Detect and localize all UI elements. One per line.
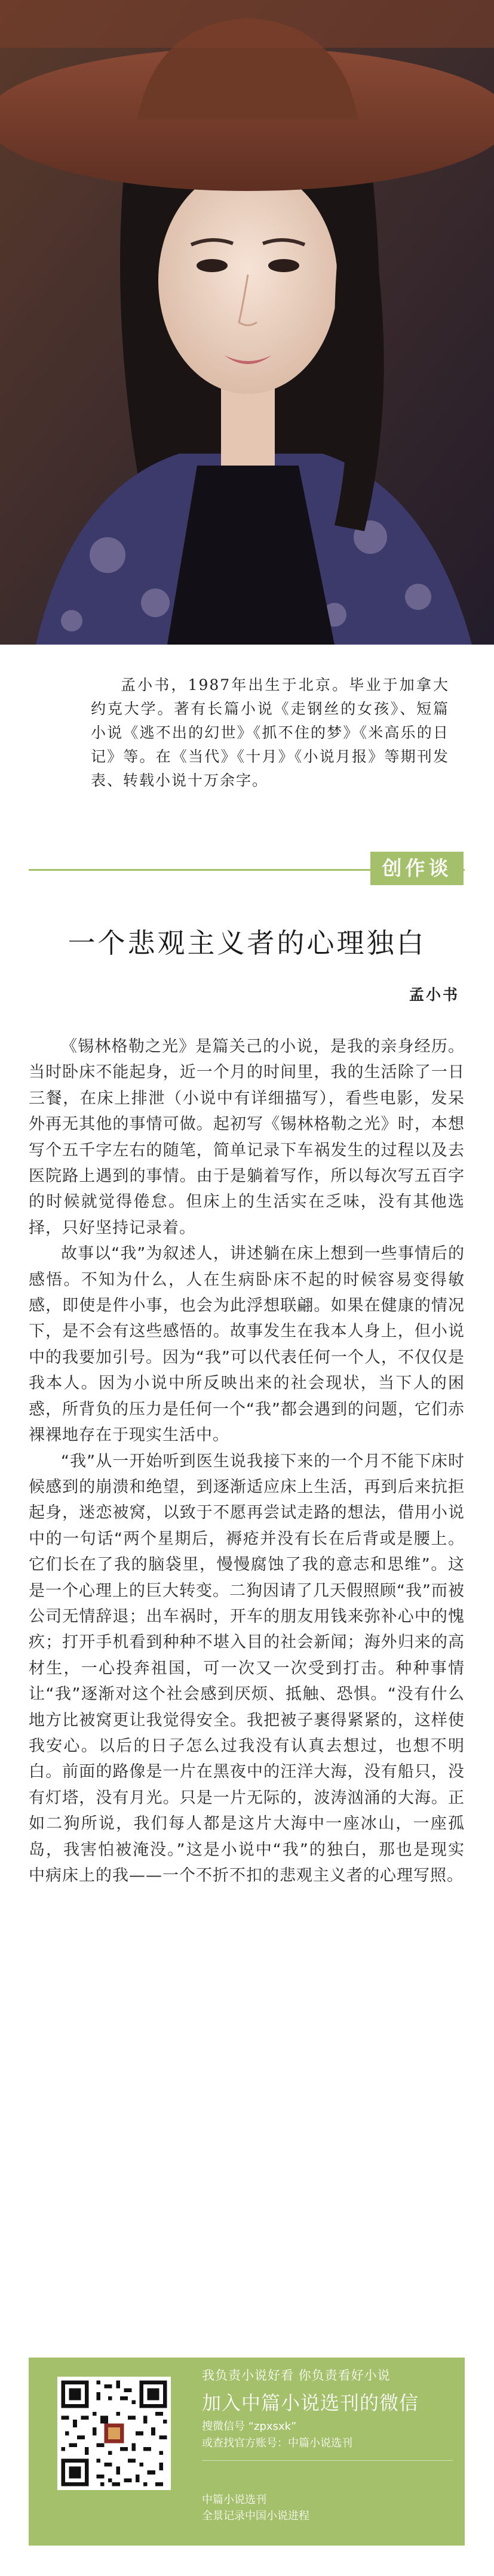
article-paragraph: “我”从一开始听到医生说我接下来的一个月不能下床时候感到的崩溃和绝望，到逐渐适应床上生活，再到后来抗拒起身，迷恋被窝，以致于不愿再尝试走路的想法，借用小说中的一句话“两个星期后，褥疮并没有长在后背或是腰上。它们长在了我的脑袋里，慢慢腐蚀了我的意志和思维”。这是一个心理上的巨大转变。二狗因请了几天假照顾“我”而被公司无情辞退；出车祸时，开车的朋友用钱来弥补心中的愧疚；打开手机看到种种不堪入目的社会新闻；海外归来的高材生，一心投奔祖国，可一次又一次受到打击。种种事情让“我”逐渐对这个社会感到厌烦、抵触、恐惧。“没有什么地方比被窝更让我觉得安全。我把被子裹得紧紧的，这样使我安心。以后的日子怎么过我没有认真去想过，也想不明白。前面的路像是一片在黑夜中的汪洋大海，没有船只，没有灯塔，没有月光。只是一片无际的，波涛汹涌的大海。正如二狗所说，我们每人都是这片大海中一座冰山，一座孤岛，我害怕被淹没。”这是小说中“我”的独白，那也是现实中病床上的我——一个不折不扣的悲观主义者的心理写照。 xyxy=(29,1452,465,1885)
article-paragraph: 故事以“我”为叙述人，讲述躺在床上想到一些事情后的感悟。不知为什么，人在生病卧床不起的时候容易变得敏感，即使是件小事，也会为此浮想联翩。如果在健康的情况下，是不会有这些感悟的。故事发生在我本人身上，但小说中的我要加引号。因为“我”可以代表任何一个人，不仅仅是我本人。因为小说中所反映出来的社会现状，当下人的困惑，所背负的压力是任何一个“我”都会遇到的问题，它们赤裸裸地存在于现实生活中。 xyxy=(29,1244,465,1445)
column-tag: 创作谈 xyxy=(370,852,464,885)
footer-divider xyxy=(202,2460,453,2461)
footer-wechat-id: 搜微信号 “zpxsxk” xyxy=(202,2420,297,2433)
footer-join-text: 加入中篇小说选刊的微信 xyxy=(202,2392,419,2414)
footer-official-account: 或查找官方账号：中篇小说选刊 xyxy=(202,2437,352,2449)
footer-journal-tagline: 全景记录中国小说进程 xyxy=(202,2510,309,2522)
author-portrait-photo xyxy=(0,0,494,645)
article-paragraph: 《锡林格勒之光》是篇关己的小说，是我的亲身经历。当时卧床不能起身，近一个月的时间里，我的生活除了一日三餐，在床上排泄（小说中有详细描写），看些电影，发呆外再无其他的事情可做。起初写《锡林格勒之光》时，本想写个五千字左右的随笔，简单记录下车祸发生的过程以及去医院路上遇到的事情。由于是躺着写作，所以每次写五百字的时候就觉得倦怠。但床上的生活实在乏味，没有其他选择，只好坚持记录着。 xyxy=(29,1037,465,1237)
article-title: 一个悲观主义者的心理独白 xyxy=(67,927,427,959)
article-body xyxy=(29,1034,465,1888)
footer-slogan: 我负责小说好看 你负责看好小说 xyxy=(202,2368,391,2383)
qr-code-icon[interactable] xyxy=(57,2377,171,2490)
footer-journal-name: 中篇小说选刊 xyxy=(202,2494,266,2506)
author-bio xyxy=(91,673,449,793)
wechat-promo-footer xyxy=(29,2358,465,2546)
article-author: 孟小书 xyxy=(409,986,459,1003)
author-bio-text: 孟小书，1987年出生于北京。毕业于加拿大约克大学。著有长篇小说《走钢丝的女孩》、短篇小说《逃不出的幻世》《抓不住的梦》《米高乐的日记》等。在《当代》《十月》《小说月报》等期刊发表、转载小说十万余字。 xyxy=(91,676,449,789)
